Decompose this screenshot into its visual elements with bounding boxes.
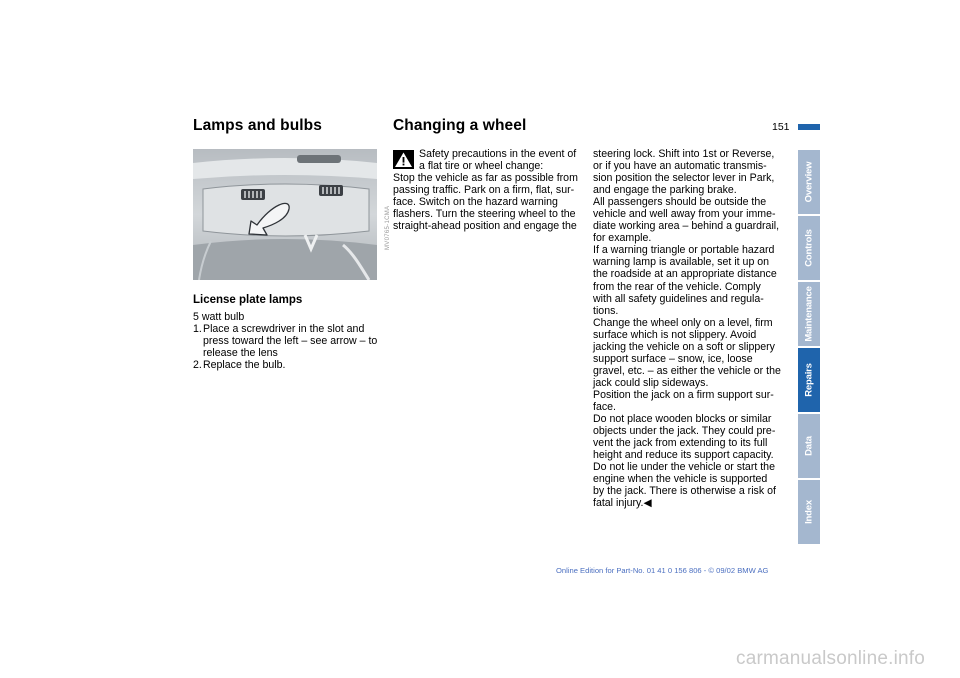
- license-plate-lamps-subheading: License plate lamps: [193, 294, 303, 306]
- text-line: the roadside at an appropriate distance: [593, 268, 777, 281]
- tab-label: Overview: [803, 161, 815, 203]
- tab-label: Repairs: [803, 363, 815, 397]
- text-line: All passengers should be outside the: [593, 196, 767, 209]
- tab-index[interactable]: [798, 480, 820, 544]
- text-line: a flat tire or wheel change:: [419, 160, 544, 173]
- step-number: 2.: [193, 359, 202, 372]
- tab-controls[interactable]: [798, 216, 820, 280]
- warning-triangle-icon: [393, 150, 414, 174]
- text-line: Safety precautions in the event of: [419, 148, 577, 160]
- step-item: [193, 359, 389, 371]
- text-line: support surface – snow, ice, loose: [593, 352, 753, 365]
- text-line: jacking the vehicle on a soft or slippery: [593, 340, 775, 353]
- photo-id-label: MV0765-1CMA: [385, 205, 391, 250]
- text-line: tions.: [593, 304, 619, 317]
- text-line: flashers. Turn the steering wheel to the: [393, 208, 576, 221]
- text-line: surface which is not slippery. Avoid: [593, 328, 757, 341]
- text-line: face. Switch on the hazard warning: [393, 196, 558, 209]
- text-line: face.: [593, 400, 616, 413]
- tab-label: Index: [803, 500, 815, 524]
- license-plate-lamp-photo: [193, 149, 377, 280]
- page-number: 151: [772, 121, 790, 133]
- text-line: vehicle and well away from your imme-: [593, 208, 776, 221]
- tab-label: Maintenance: [803, 286, 815, 342]
- text-line: jack could slip sideways.: [593, 376, 709, 389]
- watermark[interactable]: carmanualsonline.info: [736, 648, 926, 669]
- text-line: engine when the vehicle is supported: [593, 473, 768, 486]
- tab-repairs[interactable]: [798, 348, 820, 412]
- text-line: vent the jack from extending to its full: [593, 437, 768, 450]
- text-line: steering lock. Shift into 1st or Reverse,: [593, 148, 775, 160]
- section-heading-changing-wheel: Changing a wheel: [393, 117, 527, 134]
- text-line: gravel, etc. – as either the vehicle or the: [593, 364, 781, 377]
- text-line: If a warning triangle or portable hazard: [593, 244, 775, 257]
- tab-maintenance[interactable]: [798, 282, 820, 346]
- edition-note: Online Edition for Part-No. 01 41 0 156 806 - © 09/02 BMW AG: [556, 566, 769, 575]
- safety-intro: [419, 148, 589, 172]
- step-number: 1.: [193, 323, 202, 336]
- text-line: and engage the parking brake.: [593, 184, 737, 197]
- step-text-line: Place a screwdriver in the slot and: [203, 323, 365, 336]
- text-line: fatal injury.◀: [593, 497, 652, 510]
- text-line: Do not lie under the vehicle or start the: [593, 461, 775, 474]
- bulb-spec: 5 watt bulb: [193, 311, 245, 323]
- text-line: Stop the vehicle as far as possible from: [393, 172, 578, 184]
- tab-overview[interactable]: [798, 150, 820, 214]
- text-line: passing traffic. Park on a firm, flat, sur-: [393, 184, 575, 197]
- text-line: Change the wheel only on a level, firm: [593, 316, 773, 329]
- text-line: diate working area – behind a guardrail,: [593, 220, 780, 233]
- steps-list: [193, 323, 389, 371]
- text-line: warning lamp is available, set it up on: [593, 256, 770, 269]
- text-line: from the rear of the vehicle. Comply: [593, 280, 761, 293]
- step-text-line: press toward the left – see arrow – to: [203, 335, 378, 348]
- section-tabs: [798, 150, 820, 544]
- text-line: or if you have an automatic transmis-: [593, 160, 767, 173]
- text-line: by the jack. There is otherwise a risk of: [593, 485, 776, 498]
- text-line: Position the jack on a firm support sur-: [593, 388, 774, 401]
- page-marker-bar: [798, 124, 820, 130]
- license-plate-instructions: [193, 311, 389, 371]
- step-item: [193, 323, 389, 359]
- text-line: for example.: [593, 232, 652, 245]
- step-text-line: release the lens: [203, 347, 278, 360]
- tab-label: Data: [803, 436, 815, 456]
- text-line: objects under the jack. They could pre-: [593, 425, 776, 438]
- tab-label: Controls: [803, 229, 815, 267]
- license-plate-illustration: [193, 149, 377, 280]
- safety-text-column-2: [593, 148, 793, 509]
- text-line: Do not place wooden blocks or similar: [593, 413, 772, 426]
- step-text-line: Replace the bulb.: [203, 359, 286, 372]
- tab-data[interactable]: [798, 414, 820, 478]
- section-heading-lamps: Lamps and bulbs: [193, 117, 322, 134]
- text-line: straight-ahead position and engage the: [393, 220, 577, 233]
- text-line: with all safety guidelines and regula-: [593, 292, 764, 305]
- text-line: sion position the selector lever in Park,: [593, 172, 775, 185]
- safety-text-column-1: [393, 172, 589, 232]
- text-line: height and reduce its support capacity.: [593, 449, 774, 462]
